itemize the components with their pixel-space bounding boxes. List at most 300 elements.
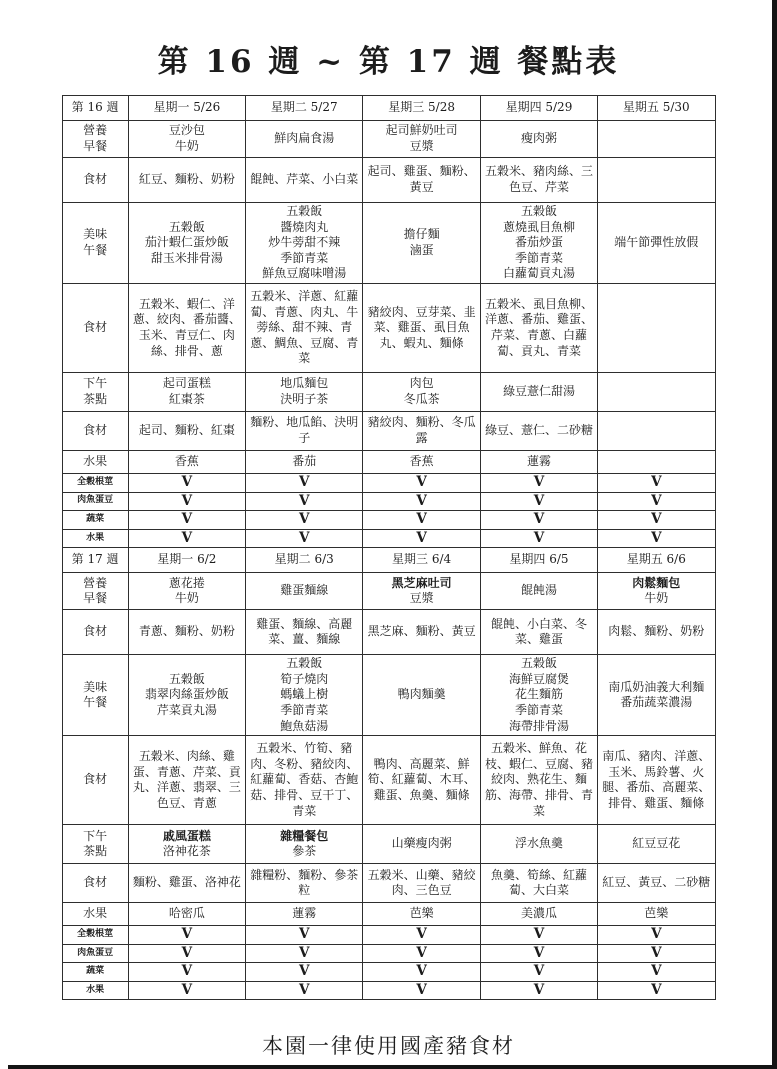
- check-cell: [363, 926, 480, 945]
- row-label: [62, 655, 128, 736]
- cell-line: V: [533, 529, 545, 546]
- check-cell: [480, 981, 597, 1000]
- table-row: [62, 944, 715, 963]
- cell-line: 醬燒肉丸: [280, 219, 329, 234]
- table-row: [62, 372, 715, 411]
- cell-line: 蔥花捲: [168, 575, 205, 590]
- cell-line: V: [651, 944, 662, 961]
- check-cell: [128, 926, 245, 945]
- check-cell: [246, 963, 363, 982]
- week-header-row: [62, 96, 715, 121]
- check-cell: [128, 981, 245, 1000]
- cell-line: 下午: [83, 828, 108, 843]
- cell-line: 蓮霧: [292, 906, 317, 921]
- ingredient-cell: [246, 610, 363, 655]
- check-cell: [598, 926, 715, 945]
- cell-line: V: [298, 944, 310, 961]
- check-cell: [598, 981, 715, 1000]
- check-cell: [246, 529, 363, 548]
- row-label: [62, 864, 128, 903]
- cell-line: 肉鬆、麵粉、奶粉: [608, 624, 705, 639]
- cell-line: 五穀米、虱目魚柳、洋蔥、番茄、雞蛋、芹菜、青蔥、白蘿蔔、貢丸、青菜: [484, 296, 593, 358]
- cell-line: 南瓜奶油義大利麵: [608, 679, 705, 694]
- ingredient-cell: [480, 736, 597, 825]
- cell-line: 雜糧餐包: [280, 828, 329, 843]
- cell-line: 起司鮮奶吐司: [385, 123, 458, 138]
- cell-line: V: [416, 529, 427, 546]
- check-cell: [246, 511, 363, 530]
- cell-line: 起司、麵粉、紅棗: [138, 423, 235, 438]
- cell-line: 蔬菜: [86, 966, 105, 977]
- ingredient-cell: [363, 864, 480, 903]
- row-label: [62, 903, 128, 926]
- ingredient-cell: [598, 283, 715, 372]
- table-row: [62, 283, 715, 372]
- cell-line: 紅棗茶: [168, 391, 205, 406]
- menu-cell: [128, 203, 245, 284]
- cell-line: 美濃瓜: [520, 906, 557, 921]
- scan-edge-right: [772, 0, 777, 1069]
- cell-line: 擔仔麵: [403, 227, 440, 242]
- menu-table: [62, 95, 716, 1000]
- check-cell: [480, 511, 597, 530]
- menu-cell: [363, 121, 480, 158]
- cell-line: 豆漿: [409, 591, 434, 606]
- ingredient-cell: [480, 610, 597, 655]
- check-cell: [598, 473, 715, 492]
- cell-line: 食材: [83, 772, 108, 787]
- cell-line: 午餐: [83, 695, 108, 710]
- menu-cell: [246, 655, 363, 736]
- cell-line: 水果: [86, 532, 105, 543]
- cell-line: V: [533, 492, 545, 509]
- cell-line: 麵粉、地瓜餡、決明子: [250, 415, 359, 445]
- table-row: [62, 492, 715, 511]
- cell-line: V: [181, 944, 193, 961]
- cell-line: 食材: [83, 423, 108, 438]
- cell-line: 五穀飯: [286, 656, 323, 671]
- cell-line: 魚羹、筍絲、紅蘿蔔、大白菜: [490, 867, 587, 898]
- cell-line: 芭樂: [644, 906, 669, 921]
- cell-line: 哈密瓜: [168, 906, 205, 921]
- week-label: 第 16 週: [62, 96, 128, 121]
- cell-line: 全穀根莖: [77, 929, 114, 940]
- cell-line: V: [651, 926, 662, 943]
- cell-line: V: [416, 492, 427, 509]
- cell-line: 茶點: [83, 391, 108, 406]
- day-header: 星期三 5/28: [363, 96, 480, 121]
- ingredient-cell: [128, 864, 245, 903]
- menu-cell: [598, 450, 715, 473]
- cell-line: 香蕉: [174, 454, 199, 469]
- cell-line: 肉鬆麵包: [632, 575, 681, 590]
- cell-line: 鮑魚菇湯: [280, 718, 329, 733]
- row-label: [62, 736, 128, 825]
- row-label: [62, 926, 128, 945]
- cell-line: V: [416, 963, 427, 980]
- table-row: [62, 655, 715, 736]
- table-row: [62, 158, 715, 203]
- cell-line: V: [533, 926, 545, 943]
- cell-line: V: [416, 981, 427, 998]
- ingredient-cell: [363, 283, 480, 372]
- check-cell: [363, 529, 480, 548]
- menu-cell: [480, 121, 597, 158]
- scan-edge-bottom: [8, 1065, 777, 1069]
- cell-line: 食材: [83, 875, 108, 890]
- table-row: [62, 203, 715, 284]
- row-label: [62, 944, 128, 963]
- check-cell: [128, 473, 245, 492]
- cell-line: V: [533, 963, 545, 980]
- cell-line: 端午節彈性放假: [614, 235, 699, 250]
- cell-line: 芹菜貢丸湯: [156, 702, 217, 717]
- cell-line: 起司蛋糕: [162, 376, 211, 391]
- menu-cell: [128, 573, 245, 610]
- cell-line: 五穀米、豬肉絲、三色豆、芹菜: [484, 164, 593, 194]
- cell-line: 營養: [83, 575, 108, 590]
- menu-cell: [480, 903, 597, 926]
- cell-line: V: [298, 981, 310, 998]
- ingredient-cell: [363, 736, 480, 825]
- cell-line: 參茶: [292, 844, 317, 859]
- menu-cell: [598, 372, 715, 411]
- week-label: 第 17 週: [62, 548, 128, 573]
- menu-cell: [598, 203, 715, 284]
- cell-line: 五穀米、鮮魚、花枝、蝦仁、豆腐、豬絞肉、熟花生、麵筋、海帶、排骨、青菜: [484, 741, 593, 818]
- menu-cell: [363, 450, 480, 473]
- cell-line: 花生麵筋: [514, 687, 563, 702]
- cell-line: 綠豆、薏仁、二砂糖: [484, 423, 593, 438]
- cell-line: 豬絞肉、麵粉、冬瓜露: [367, 415, 476, 445]
- cell-line: 五穀米、山藥、豬絞肉、三色豆: [367, 867, 476, 898]
- check-cell: [246, 492, 363, 511]
- check-cell: [598, 492, 715, 511]
- menu-cell: [598, 121, 715, 158]
- table-row: [62, 926, 715, 945]
- check-cell: [598, 511, 715, 530]
- ingredient-cell: [246, 864, 363, 903]
- cell-line: 炒牛蒡甜不辣: [268, 235, 341, 250]
- cell-line: 季節青菜: [514, 702, 563, 717]
- cell-line: 牛奶: [644, 591, 669, 606]
- cell-line: V: [298, 473, 310, 490]
- week-header-row: [62, 548, 715, 573]
- cell-line: V: [416, 944, 427, 961]
- cell-line: V: [181, 511, 193, 528]
- row-label: [62, 158, 128, 203]
- check-cell: [246, 944, 363, 963]
- cell-line: 紅豆豆花: [632, 836, 681, 851]
- menu-cell: [128, 450, 245, 473]
- ingredient-cell: [598, 610, 715, 655]
- ingredient-cell: [598, 158, 715, 203]
- cell-line: 季節青菜: [280, 250, 329, 265]
- cell-line: 黑芝麻吐司: [391, 575, 452, 590]
- ingredient-cell: [128, 736, 245, 825]
- cell-line: V: [181, 981, 193, 998]
- cell-line: 洛神花茶: [162, 844, 211, 859]
- cell-line: 五穀飯: [168, 219, 205, 234]
- day-header: 星期四 5/29: [480, 96, 597, 121]
- cell-line: V: [298, 529, 310, 546]
- cell-line: 五穀米、蝦仁、洋蔥、絞肉、番茄醬、玉米、青豆仁、肉絲、排骨、蔥: [132, 296, 241, 358]
- ingredient-cell: [246, 411, 363, 450]
- cell-line: 營養: [83, 123, 108, 138]
- cell-line: V: [651, 963, 662, 980]
- check-cell: [363, 473, 480, 492]
- table-row: [62, 511, 715, 530]
- day-header: 星期二 5/27: [246, 96, 363, 121]
- check-cell: [363, 981, 480, 1000]
- ingredient-cell: [363, 158, 480, 203]
- table-row: [62, 981, 715, 1000]
- cell-line: 美味: [83, 679, 108, 694]
- ingredient-cell: [128, 158, 245, 203]
- row-label: [62, 473, 128, 492]
- row-label: [62, 610, 128, 655]
- cell-line: 五穀米、洋蔥、紅蘿蔔、青蔥、肉丸、牛蒡絲、甜不辣、青蔥、鯛魚、豆腐、青菜: [250, 288, 359, 366]
- cell-line: 甜玉米排骨湯: [150, 250, 223, 265]
- cell-line: 山藥瘦肉粥: [391, 836, 452, 851]
- row-label: [62, 529, 128, 548]
- menu-cell: [128, 372, 245, 411]
- check-cell: [480, 944, 597, 963]
- menu-cell: [480, 372, 597, 411]
- cell-line: 肉魚蛋豆: [77, 495, 114, 506]
- cell-line: 餛飩、小白菜、冬菜、雞蛋: [490, 616, 587, 647]
- cell-line: 浮水魚羹: [514, 836, 563, 851]
- check-cell: [128, 963, 245, 982]
- cell-line: 全穀根莖: [77, 476, 114, 487]
- table-row: [62, 450, 715, 473]
- table-row: [62, 529, 715, 548]
- cell-line: 決明子茶: [280, 391, 329, 406]
- menu-cell: [128, 903, 245, 926]
- check-cell: [480, 492, 597, 511]
- menu-cell: [363, 203, 480, 284]
- cell-line: V: [181, 926, 193, 943]
- cell-line: 五穀飯: [286, 204, 323, 218]
- table-row: [62, 610, 715, 655]
- cell-line: 綠豆薏仁甜湯: [502, 384, 575, 399]
- cell-line: 肉魚蛋豆: [77, 947, 114, 958]
- cell-line: 五穀飯: [168, 671, 205, 686]
- menu-cell: [363, 903, 480, 926]
- table-row: [62, 473, 715, 492]
- cell-line: 五穀米、竹筍、豬肉、冬粉、豬絞肉、紅蘿蔔、香菇、杏鮑菇、排骨、豆干丁、青菜: [250, 741, 359, 818]
- menu-cell: [480, 825, 597, 864]
- cell-line: 蔥燒虱目魚柳: [502, 219, 575, 234]
- day-header: 星期二 6/3: [246, 548, 363, 573]
- check-cell: [480, 473, 597, 492]
- table-row: [62, 825, 715, 864]
- menu-cell: [246, 450, 363, 473]
- cell-line: 麵粉、雞蛋、洛神花: [132, 875, 241, 890]
- table-row: [62, 736, 715, 825]
- check-cell: [363, 944, 480, 963]
- cell-line: 雞蛋麵線: [280, 583, 329, 598]
- cell-line: 豬絞肉、豆芽菜、韭菜、雞蛋、虱目魚丸、蝦丸、麵條: [367, 304, 476, 350]
- table-row: [62, 411, 715, 450]
- cell-line: 季節青菜: [280, 702, 329, 717]
- menu-cell: [480, 203, 597, 284]
- cell-line: 滷蛋: [409, 242, 434, 257]
- row-label: [62, 981, 128, 1000]
- menu-cell: [598, 573, 715, 610]
- table-row: [62, 864, 715, 903]
- row-label: [62, 283, 128, 372]
- cell-line: 食材: [83, 624, 108, 639]
- menu-cell: [480, 573, 597, 610]
- check-cell: [363, 492, 480, 511]
- check-cell: [598, 529, 715, 548]
- day-header: 星期四 6/5: [480, 548, 597, 573]
- check-cell: [480, 963, 597, 982]
- row-label: [62, 411, 128, 450]
- cell-line: 餛飩、芹菜、小白菜: [250, 172, 359, 187]
- cell-line: 番茄: [292, 454, 317, 469]
- menu-cell: [363, 825, 480, 864]
- check-cell: [363, 963, 480, 982]
- cell-line: 戚風蛋糕: [162, 828, 211, 843]
- row-label: [62, 372, 128, 411]
- cell-line: 青蔥、麵粉、奶粉: [138, 624, 235, 639]
- cell-line: V: [533, 944, 545, 961]
- menu-cell: [246, 825, 363, 864]
- cell-line: 茄汁蝦仁蛋炒飯: [144, 235, 229, 250]
- cell-line: 美味: [83, 227, 108, 242]
- menu-cell: [598, 655, 715, 736]
- cell-line: 南瓜、豬肉、洋蔥、玉米、馬鈴薯、火腿、番茄、高麗菜、排骨、雞蛋、麵條: [602, 748, 711, 810]
- ingredient-cell: [598, 411, 715, 450]
- cell-line: 白蘿蔔貢丸湯: [502, 266, 575, 281]
- cell-line: 瘦肉粥: [520, 131, 557, 146]
- cell-line: 蔬菜: [86, 513, 105, 524]
- footer-note: 本園一律使用國產豬食材: [262, 1034, 515, 1059]
- cell-line: 蓮霧: [526, 454, 551, 469]
- cell-line: 香蕉: [409, 454, 434, 469]
- check-cell: [363, 511, 480, 530]
- cell-line: V: [651, 529, 662, 546]
- cell-line: 螞蟻上樹: [280, 687, 329, 702]
- cell-line: 雞蛋、麵線、高麗菜、薑、麵線: [256, 616, 353, 647]
- menu-cell: [363, 573, 480, 610]
- menu-cell: [363, 372, 480, 411]
- row-label: [62, 450, 128, 473]
- check-cell: [246, 473, 363, 492]
- cell-line: 紅豆、黃豆、二砂糖: [602, 875, 711, 890]
- menu-cell: [598, 825, 715, 864]
- cell-line: 茶點: [83, 844, 108, 859]
- menu-cell: [363, 655, 480, 736]
- cell-line: V: [181, 963, 193, 980]
- cell-line: 海鮮豆腐煲: [508, 671, 569, 686]
- cell-line: V: [298, 511, 310, 528]
- row-label: [62, 511, 128, 530]
- cell-line: V: [416, 473, 427, 490]
- ingredient-cell: [480, 158, 597, 203]
- day-header: 星期五 5/30: [598, 96, 715, 121]
- cell-line: 番茄蔬菜濃湯: [620, 695, 693, 710]
- ingredient-cell: [480, 283, 597, 372]
- row-label: [62, 825, 128, 864]
- ingredient-cell: [598, 736, 715, 825]
- cell-line: V: [651, 511, 662, 528]
- row-label: [62, 203, 128, 284]
- row-label: [62, 573, 128, 610]
- check-cell: [246, 981, 363, 1000]
- check-cell: [598, 944, 715, 963]
- cell-line: 食材: [83, 320, 108, 335]
- cell-line: V: [651, 492, 662, 509]
- cell-line: 鮮肉扁食湯: [274, 131, 335, 146]
- menu-cell: [128, 655, 245, 736]
- cell-line: V: [533, 981, 545, 998]
- cell-line: 早餐: [83, 139, 108, 153]
- table-row: [62, 573, 715, 610]
- cell-line: 水果: [86, 984, 105, 995]
- cell-line: 翡翠肉絲蛋炒飯: [144, 687, 229, 702]
- ingredient-cell: [128, 610, 245, 655]
- cell-line: V: [533, 511, 545, 528]
- menu-cell: [128, 825, 245, 864]
- row-label: [62, 963, 128, 982]
- row-label: [62, 492, 128, 511]
- check-cell: [480, 529, 597, 548]
- cell-line: 食材: [83, 172, 108, 187]
- ingredient-cell: [246, 736, 363, 825]
- page-title: 第 16 週 ~ 第 17 週 餐點表: [157, 44, 620, 80]
- cell-line: 水果: [83, 454, 108, 469]
- cell-line: 鮮魚豆腐味噌湯: [262, 266, 347, 281]
- day-header: 星期三 6/4: [363, 548, 480, 573]
- ingredient-cell: [480, 864, 597, 903]
- menu-cell: [480, 450, 597, 473]
- menu-cell: [246, 121, 363, 158]
- cell-line: 五穀米、肉絲、雞蛋、青蔥、芹菜、貢丸、洋蔥、翡翠、三色豆、青蔥: [132, 748, 241, 810]
- table-row: [62, 903, 715, 926]
- ingredient-cell: [246, 158, 363, 203]
- cell-line: 冬瓜茶: [403, 391, 440, 406]
- cell-line: 起司、雞蛋、麵粉、黃豆: [367, 164, 476, 194]
- cell-line: 五穀飯: [520, 204, 557, 218]
- ingredient-cell: [598, 864, 715, 903]
- cell-line: V: [298, 926, 310, 943]
- cell-line: V: [416, 926, 427, 943]
- cell-line: 鴨肉麵羹: [397, 687, 446, 702]
- cell-line: V: [181, 473, 193, 490]
- cell-line: V: [651, 473, 662, 490]
- cell-line: V: [298, 492, 310, 509]
- table-row: [62, 121, 715, 158]
- cell-line: 雜糧粉、麵粉、參茶粒: [250, 867, 359, 898]
- ingredient-cell: [363, 610, 480, 655]
- menu-cell: [246, 203, 363, 284]
- menu-cell: [480, 655, 597, 736]
- cell-line: 番茄炒蛋: [514, 235, 563, 250]
- cell-line: V: [181, 492, 193, 509]
- cell-line: 鴨肉、高麗菜、鮮筍、紅蘿蔔、木耳、雞蛋、魚羹、麵條: [367, 756, 476, 802]
- cell-line: 芭樂: [409, 906, 434, 921]
- check-cell: [128, 492, 245, 511]
- cell-line: 豆沙包: [168, 123, 205, 138]
- cell-line: 下午: [83, 376, 108, 391]
- ingredient-cell: [480, 411, 597, 450]
- cell-line: 五穀飯: [520, 656, 557, 671]
- day-header: 星期五 6/6: [598, 548, 715, 573]
- cell-line: 午餐: [83, 242, 108, 257]
